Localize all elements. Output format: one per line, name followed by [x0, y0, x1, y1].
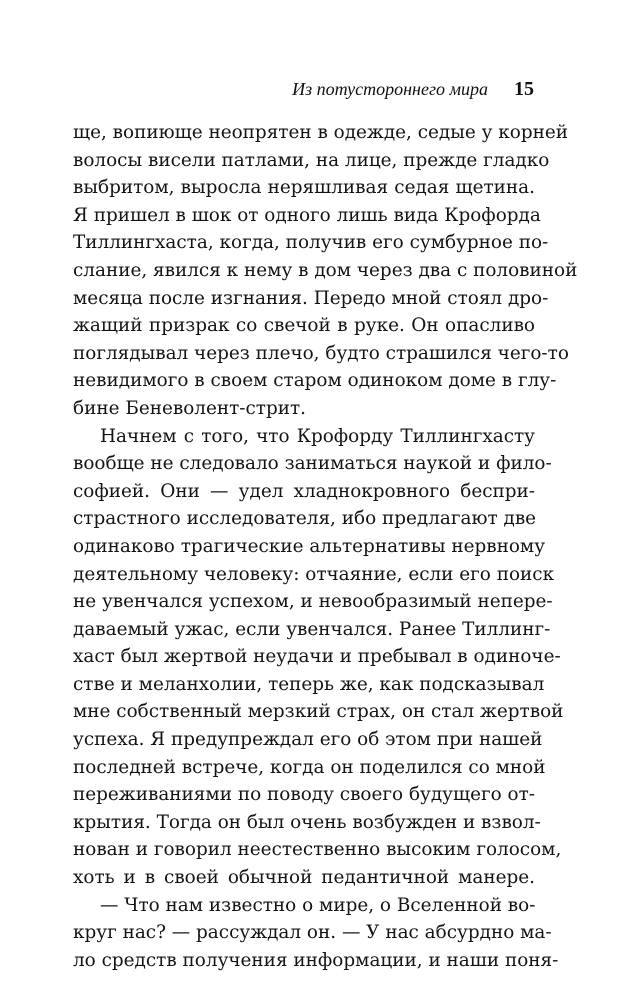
- text-line: мне собственный мерзкий страх, он стал жертвой: [73, 701, 564, 723]
- running-head: [292, 78, 534, 101]
- text-line: стве и меланхолии, теперь же, как подсказывал: [73, 673, 545, 695]
- text-line: нован и говорил неестественно высоким голосом,: [73, 839, 562, 861]
- text-line: успеха. Я предупреждал его об этом при нашей: [73, 729, 543, 751]
- text-line: месяца после изгнания. Передо мной стоял дро-: [73, 287, 549, 309]
- page-number: 15: [514, 78, 534, 100]
- text-line: не увенчался успехом, и невообразимый непере-: [73, 591, 553, 613]
- text-line: слание, явился к нему в дом через два с половиной: [73, 259, 578, 281]
- text-line: ло средств получения информации, и наши поня-: [73, 949, 559, 971]
- text-line: софией. Они — удел хладнокровного беспри-: [73, 480, 535, 502]
- text-line: деятельному человеку: отчаяние, если его поиск: [73, 563, 555, 585]
- text-line: Тиллингхаста, когда, получив его сумбурное по-: [73, 232, 549, 254]
- text-line: бине Беневолент-стрит.: [73, 397, 307, 419]
- text-line: — Что нам известно о мире, о Вселенной во-: [100, 894, 536, 916]
- text-line: невидимого в своем старом одиноком доме в глу-: [73, 370, 557, 392]
- text-line: поглядывал через плечо, будто страшился чего-то: [73, 342, 569, 364]
- text-line: последней встрече, когда он поделился со мной: [73, 756, 546, 778]
- text-line: волосы висели патлами, на лице, прежде гладко: [73, 149, 550, 171]
- text-line: хаст был жертвой неудачи и пребывал в одиноче-: [73, 646, 561, 668]
- text-line: вообще не следовало заниматься наукой и фило-: [73, 453, 552, 475]
- body-text: [73, 119, 578, 974]
- text-line: хоть и в своей обычной педантичной манере.: [73, 867, 535, 889]
- text-line: переживаниями по поводу своего будущего от-: [73, 784, 535, 806]
- text-line: даваемый ужас, если увенчался. Ранее Тиллинг-: [73, 618, 551, 640]
- text-line: выбритом, выросла неряшливая седая щетина.: [73, 177, 535, 199]
- text-line: ще, вопиюще неопрятен в одежде, седые у корней: [73, 122, 569, 143]
- text-line: жащий призрак со свечой в руке. Он опасливо: [73, 315, 535, 337]
- text-line: Я пришел в шок от одного лишь вида Крофорда: [73, 204, 541, 226]
- text-line: одинаково трагические альтернативы нервному: [73, 535, 546, 557]
- text-line: круг нас? — рассуждал он. — У нас абсурдно ма-: [73, 922, 552, 944]
- text-line: Начнем с того, что Крофорду Тиллингхасту: [100, 425, 535, 447]
- running-title: Из потустороннего мира: [292, 79, 488, 99]
- text-line: крытия. Тогда он был очень возбужден и взвол-: [73, 811, 541, 833]
- text-line: страстного исследователя, ибо предлагают две: [73, 508, 537, 530]
